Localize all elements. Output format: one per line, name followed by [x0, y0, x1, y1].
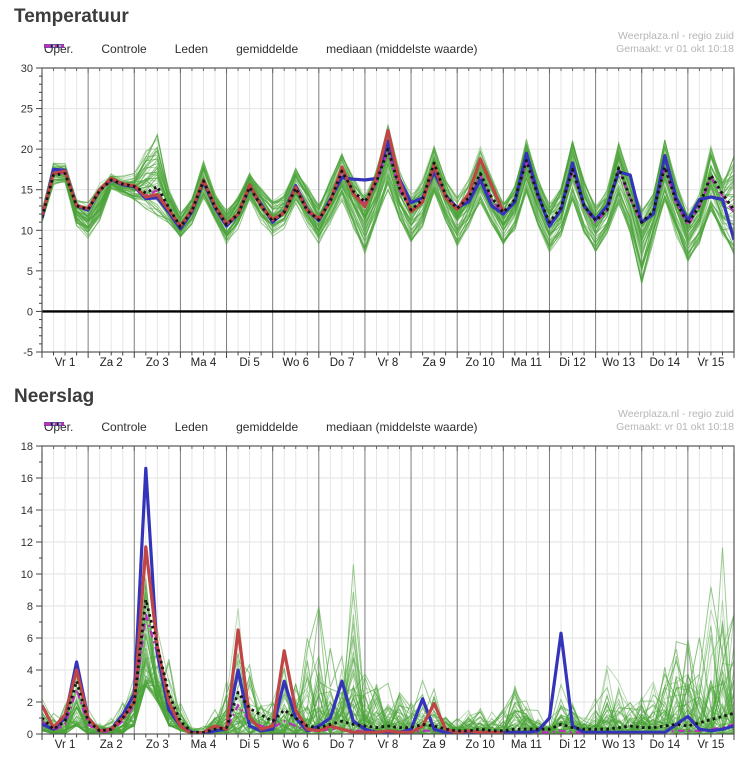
svg-text:Zo 10: Zo 10: [465, 739, 495, 751]
svg-text:6: 6: [26, 633, 33, 645]
svg-text:Do 7: Do 7: [329, 357, 355, 369]
svg-text:18: 18: [20, 441, 33, 453]
svg-text:10: 10: [20, 569, 33, 581]
svg-text:Vr 15: Vr 15: [697, 739, 725, 751]
svg-text:20: 20: [20, 144, 33, 157]
svg-text:Di 12: Di 12: [559, 739, 586, 751]
svg-text:30: 30: [20, 63, 33, 75]
svg-text:Wo 6: Wo 6: [282, 739, 310, 751]
svg-text:Za 9: Za 9: [422, 739, 446, 751]
svg-text:Do 7: Do 7: [329, 739, 355, 751]
legend-label: Oper.: [44, 42, 74, 56]
svg-text:Za 9: Za 9: [422, 357, 446, 369]
svg-text:10: 10: [20, 225, 33, 238]
svg-text:Vr 8: Vr 8: [377, 357, 399, 369]
svg-text:14: 14: [20, 505, 33, 517]
svg-text:Ma 11: Ma 11: [510, 357, 542, 369]
svg-text:Ma 11: Ma 11: [510, 739, 542, 751]
svg-text:Di 5: Di 5: [239, 739, 260, 751]
svg-text:Wo 13: Wo 13: [602, 357, 636, 369]
legend-label: Leden: [174, 42, 209, 56]
svg-text:12: 12: [20, 537, 33, 549]
legend-label: gemiddelde: [236, 420, 299, 434]
svg-text:Za 2: Za 2: [99, 357, 123, 369]
y-axis-labels: [21, 441, 42, 741]
precipitation-plot: [21, 441, 734, 751]
svg-text:Zo 3: Zo 3: [145, 739, 169, 751]
svg-text:Zo 3: Zo 3: [145, 357, 169, 369]
svg-text:0: 0: [26, 306, 33, 319]
legend-label: gemiddelde: [236, 42, 299, 56]
x-axis-day-labels: [55, 739, 725, 751]
svg-text:Di 12: Di 12: [559, 357, 586, 369]
watermark-generated-line: Gemaakt: vr 01 okt 10:18: [616, 43, 734, 55]
legend-label: Controle: [101, 420, 147, 434]
svg-text:Ma 4: Ma 4: [190, 357, 217, 369]
svg-text:16: 16: [20, 473, 33, 485]
svg-text:Vr 15: Vr 15: [697, 357, 725, 369]
watermark-source-line: Weerplaza.nl - regio zuid: [618, 30, 734, 42]
svg-text:0: 0: [26, 729, 33, 741]
x-axis-day-labels: [55, 357, 725, 369]
legend-label: Leden: [174, 420, 209, 434]
precipitation-chart-title: Neerslag: [14, 386, 95, 407]
svg-text:-5: -5: [23, 347, 33, 359]
svg-text:5: 5: [26, 265, 33, 278]
legend-label: mediaan (middelste waarde): [326, 420, 478, 434]
svg-text:8: 8: [26, 601, 33, 613]
watermark-source-line: Weerplaza.nl - regio zuid: [618, 408, 734, 420]
watermark-generated-line: Gemaakt: vr 01 okt 10:18: [616, 421, 734, 433]
svg-text:Za 2: Za 2: [99, 739, 123, 751]
legend-label: Controle: [101, 42, 147, 56]
svg-text:Vr 8: Vr 8: [377, 739, 399, 751]
svg-text:Ma 4: Ma 4: [190, 739, 217, 751]
svg-text:25: 25: [20, 103, 33, 116]
svg-text:Vr 1: Vr 1: [54, 739, 76, 751]
svg-text:Do 14: Do 14: [649, 357, 681, 369]
svg-text:Di 5: Di 5: [239, 357, 260, 369]
svg-text:15: 15: [20, 184, 33, 197]
svg-text:2: 2: [26, 697, 33, 709]
svg-text:Zo 10: Zo 10: [465, 357, 495, 369]
temperature-chart-title: Temperatuur: [14, 6, 129, 27]
svg-text:Wo 13: Wo 13: [602, 739, 636, 751]
y-axis-labels: [21, 63, 42, 359]
temperature-plot: [21, 63, 734, 369]
svg-text:Vr 1: Vr 1: [54, 357, 76, 369]
svg-text:Do 14: Do 14: [649, 739, 681, 751]
legend-label: Oper.: [44, 420, 74, 434]
svg-text:4: 4: [26, 665, 33, 677]
svg-text:Wo 6: Wo 6: [282, 357, 310, 369]
legend-label: mediaan (middelste waarde): [326, 42, 478, 56]
